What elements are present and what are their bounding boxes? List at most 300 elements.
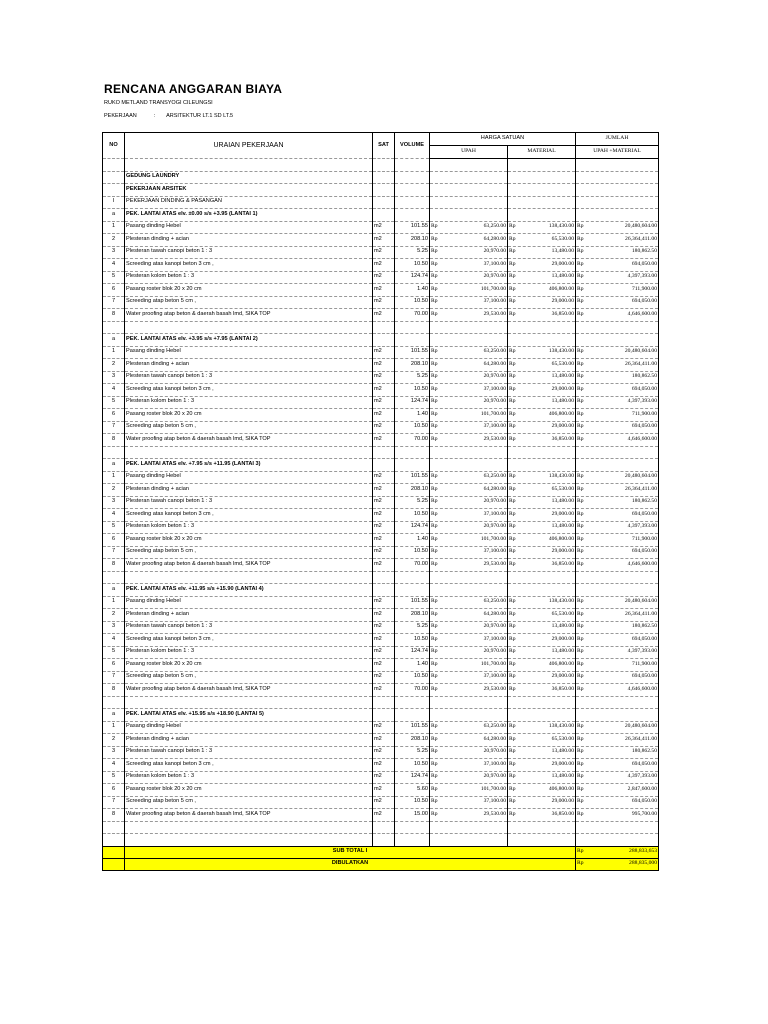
row-number: I: [103, 196, 125, 209]
empty-cell: [125, 834, 373, 847]
item-unit: m2: [373, 746, 395, 759]
item-jumlah-value: 4,397,393.00: [627, 648, 658, 655]
item-number: 1: [103, 721, 125, 734]
item-volume: 124.74: [395, 771, 430, 784]
item-number: 5: [103, 521, 125, 534]
item-upah-value: 20,970.00: [483, 748, 506, 755]
item-upah-value: 101,700.00: [480, 535, 506, 542]
col-upah-header: UPAH: [430, 146, 508, 159]
item-volume: 10.50: [395, 796, 430, 809]
table-row: [103, 771, 659, 784]
item-volume: 208.10: [395, 484, 430, 497]
currency-symbol: Rp: [577, 785, 584, 792]
item-number: 4: [103, 759, 125, 772]
item-upah-value: 29,530.00: [483, 560, 506, 567]
item-volume: 1.40: [395, 409, 430, 422]
item-upah-value: 63,250.00: [483, 723, 506, 730]
item-number: 2: [103, 234, 125, 247]
currency-symbol: Rp: [577, 410, 584, 417]
currency-symbol: Rp: [509, 773, 516, 780]
subtotal-row-amount-value: 288,833,653: [629, 848, 658, 855]
item-upah-value: 37,100.00: [483, 423, 506, 430]
item-number: 7: [103, 796, 125, 809]
item-upah: [430, 796, 508, 809]
empty-cell: [430, 184, 508, 197]
item-upah-value: 63,250.00: [483, 348, 506, 355]
empty-cell: [395, 171, 430, 184]
item-material: [508, 596, 576, 609]
item-jumlah-value: 4,397,393.00: [627, 523, 658, 530]
empty-cell: [430, 571, 508, 584]
item-material: [508, 346, 576, 359]
item-number: 2: [103, 734, 125, 747]
empty-cell: [395, 821, 430, 834]
spacer-row: [103, 446, 659, 459]
table-row: [103, 671, 659, 684]
item-upah: [430, 546, 508, 559]
item-material-value: 29,000.00: [551, 510, 575, 517]
item-jumlah: [576, 534, 659, 547]
item-description: Pasang roster blok 20 x 20 cm: [125, 659, 373, 672]
item-upah: [430, 246, 508, 259]
item-material: [508, 521, 576, 534]
subtotal-row-label: SUB TOTAL I: [125, 846, 576, 858]
currency-symbol: Rp: [509, 598, 516, 605]
item-upah: [430, 409, 508, 422]
item-volume: 10.50: [395, 671, 430, 684]
item-jumlah-value: 20,480,604.00: [624, 598, 658, 605]
item-jumlah: [576, 596, 659, 609]
item-number: 6: [103, 784, 125, 797]
item-volume: 101.55: [395, 346, 430, 359]
item-description: Water proofing atap beton & daerah basah lmd, SIKA TOP: [125, 559, 373, 572]
currency-symbol: Rp: [431, 648, 438, 655]
item-description: Plesteran dinding + acian: [125, 734, 373, 747]
item-upah-value: 20,970.00: [483, 623, 506, 630]
currency-symbol: Rp: [509, 410, 516, 417]
empty-cell: [430, 709, 508, 722]
table-row: [103, 734, 659, 747]
budget-table-body: [103, 133, 659, 871]
item-number: 8: [103, 434, 125, 447]
item-material-value: 29,000.00: [551, 760, 575, 767]
empty-cell: [508, 171, 576, 184]
currency-symbol: Rp: [431, 348, 438, 355]
table-row: [103, 221, 659, 234]
item-jumlah: [576, 634, 659, 647]
item-jumlah: [576, 359, 659, 372]
item-material-value: 13,480.00: [551, 523, 575, 530]
item-upah: [430, 234, 508, 247]
row-label: PEK. LANTAI ATAS elv. +11.95 s/s +15.90 (LANTAI 4): [125, 584, 373, 597]
table-row: [103, 409, 659, 422]
currency-symbol: Rp: [577, 798, 584, 805]
empty-cell: [103, 821, 125, 834]
currency-symbol: Rp: [509, 560, 516, 567]
currency-symbol: Rp: [577, 773, 584, 780]
empty-cell: [508, 459, 576, 472]
item-upah-value: 37,100.00: [483, 510, 506, 517]
col-no-header: NO: [103, 133, 125, 159]
item-jumlah: [576, 521, 659, 534]
empty-cell: [576, 184, 659, 197]
item-jumlah-value: 26,364,411.00: [625, 485, 658, 492]
currency-symbol: Rp: [577, 385, 584, 392]
table-row: [103, 759, 659, 772]
item-jumlah-value: 694,050.00: [631, 260, 658, 267]
item-volume: 208.10: [395, 359, 430, 372]
table-row: [103, 359, 659, 372]
item-upah: [430, 371, 508, 384]
empty-cell: [576, 696, 659, 709]
empty-cell: [430, 696, 508, 709]
table-row: [103, 246, 659, 259]
item-unit: m2: [373, 284, 395, 297]
item-jumlah: [576, 284, 659, 297]
item-unit: m2: [373, 246, 395, 259]
item-jumlah-value: 180,862.50: [631, 498, 658, 505]
item-jumlah: [576, 796, 659, 809]
empty-cell: [395, 459, 430, 472]
item-jumlah-value: 995,700.00: [631, 810, 658, 817]
item-jumlah: [576, 721, 659, 734]
item-upah-value: 101,700.00: [480, 410, 506, 417]
spacer-row: [103, 821, 659, 834]
currency-symbol: Rp: [577, 423, 584, 430]
item-description: Pasang roster blok 20 x 20 cm: [125, 409, 373, 422]
item-jumlah: [576, 271, 659, 284]
currency-symbol: Rp: [509, 623, 516, 630]
item-upah: [430, 646, 508, 659]
empty-cell: [576, 446, 659, 459]
currency-symbol: Rp: [509, 310, 516, 317]
item-jumlah-value: 26,364,411.00: [625, 235, 658, 242]
item-jumlah: [576, 734, 659, 747]
item-number: 2: [103, 359, 125, 372]
empty-cell: [373, 459, 395, 472]
currency-symbol: Rp: [509, 235, 516, 242]
table-row: [103, 284, 659, 297]
empty-cell: [430, 196, 508, 209]
item-jumlah-value: 26,364,411.00: [625, 610, 658, 617]
item-jumlah-value: 711,900.00: [632, 660, 658, 667]
item-description: Screeding atas kanopi beton 3 cm ,: [125, 384, 373, 397]
item-material-value: 138,430.00: [548, 348, 575, 355]
item-material: [508, 246, 576, 259]
item-upah: [430, 359, 508, 372]
table-row: [103, 384, 659, 397]
pekerjaan-value: ARSITEKTUR LT.1 SD LT.5: [166, 113, 234, 119]
currency-symbol: Rp: [431, 723, 438, 730]
item-volume: 124.74: [395, 646, 430, 659]
item-description: Plesteran tawah canopi beton 1 : 3: [125, 621, 373, 634]
empty-cell: [508, 196, 576, 209]
item-material: [508, 671, 576, 684]
item-jumlah-value: 711,900.00: [632, 535, 658, 542]
row-label: PEKERJAAN ARSITEK: [125, 184, 373, 197]
item-unit: m2: [373, 471, 395, 484]
item-jumlah-value: 694,050.00: [631, 635, 658, 642]
item-material-value: 13,480.00: [551, 248, 575, 255]
empty-cell: [395, 584, 430, 597]
item-volume: 5.25: [395, 496, 430, 509]
item-upah-value: 63,250.00: [483, 223, 506, 230]
item-upah: [430, 496, 508, 509]
currency-symbol: Rp: [509, 523, 516, 530]
currency-symbol: Rp: [577, 848, 584, 855]
row-label: PEK. LANTAI ATAS elv. +7.95 s/s +11.95 (LANTAI 3): [125, 459, 373, 472]
rounded-total-row-amount: [576, 858, 659, 870]
row-number: [103, 171, 125, 184]
item-unit: m2: [373, 734, 395, 747]
currency-symbol: Rp: [431, 673, 438, 680]
item-material: [508, 734, 576, 747]
item-description: Pasang roster blok 20 x 20 cm: [125, 534, 373, 547]
item-jumlah-value: 4,646,600.00: [627, 310, 658, 317]
table-row: [103, 659, 659, 672]
item-upah: [430, 809, 508, 822]
pekerjaan-label: PEKERJAAN: [104, 113, 137, 119]
item-number: 5: [103, 646, 125, 659]
table-row: [103, 259, 659, 272]
main-section-row: [103, 196, 659, 209]
currency-symbol: Rp: [431, 635, 438, 642]
item-description: Plesteran tawah canopi beton 1 : 3: [125, 371, 373, 384]
item-jumlah: [576, 621, 659, 634]
item-jumlah: [576, 671, 659, 684]
currency-symbol: Rp: [509, 473, 516, 480]
table-row: [103, 484, 659, 497]
empty-cell: [373, 709, 395, 722]
item-unit: m2: [373, 296, 395, 309]
currency-symbol: Rp: [577, 485, 584, 492]
empty-cell: [508, 321, 576, 334]
item-material-value: 138,430.00: [548, 223, 575, 230]
row-number: a: [103, 584, 125, 597]
empty-cell: [103, 858, 125, 870]
item-description: Screeding atas kanopi beton 3 cm ,: [125, 259, 373, 272]
currency-symbol: Rp: [431, 285, 438, 292]
empty-cell: [103, 834, 125, 847]
floor-section-row: [103, 334, 659, 347]
table-row: [103, 634, 659, 647]
group-subtitle-row: [103, 184, 659, 197]
currency-symbol: Rp: [577, 635, 584, 642]
table-row: [103, 721, 659, 734]
col-harga-satuan-header: HARGA SATUAN: [430, 133, 576, 146]
currency-symbol: Rp: [509, 735, 516, 742]
item-unit: m2: [373, 784, 395, 797]
table-row: [103, 684, 659, 697]
item-jumlah: [576, 234, 659, 247]
item-volume: 5.60: [395, 784, 430, 797]
item-material-value: 138,430.00: [548, 473, 575, 480]
item-upah: [430, 259, 508, 272]
empty-cell: [576, 709, 659, 722]
item-upah-value: 101,700.00: [480, 285, 506, 292]
item-unit: m2: [373, 521, 395, 534]
item-description: Plesteran tawah canopi beton 1 : 3: [125, 496, 373, 509]
currency-symbol: Rp: [509, 548, 516, 555]
currency-symbol: Rp: [431, 385, 438, 392]
empty-cell: [125, 446, 373, 459]
empty-cell: [576, 834, 659, 847]
item-jumlah-value: 20,480,604.00: [624, 348, 658, 355]
item-material-value: 29,000.00: [551, 673, 575, 680]
currency-symbol: Rp: [431, 235, 438, 242]
table-row: [103, 396, 659, 409]
item-volume: 1.40: [395, 284, 430, 297]
item-upah-value: 37,100.00: [483, 548, 506, 555]
item-unit: m2: [373, 771, 395, 784]
floor-section-row: [103, 209, 659, 222]
empty-cell: [430, 209, 508, 222]
currency-symbol: Rp: [577, 223, 584, 230]
item-jumlah-value: 180,862.50: [631, 623, 658, 630]
currency-symbol: Rp: [509, 435, 516, 442]
item-material: [508, 259, 576, 272]
empty-cell: [125, 696, 373, 709]
currency-symbol: Rp: [577, 398, 584, 405]
currency-symbol: Rp: [577, 373, 584, 380]
currency-symbol: Rp: [509, 810, 516, 817]
item-material-value: 65,530.00: [551, 360, 575, 367]
row-label: PEK. LANTAI ATAS elv. +3.95 s/s +7.95 (LANTAI 2): [125, 334, 373, 347]
empty-cell: [373, 446, 395, 459]
empty-cell: [430, 171, 508, 184]
currency-symbol: Rp: [431, 310, 438, 317]
item-number: 8: [103, 559, 125, 572]
item-description: Screeding atap beton 5 cm ,: [125, 421, 373, 434]
item-upah: [430, 434, 508, 447]
document-title: RENCANA ANGGARAN BIAYA: [104, 82, 283, 96]
currency-symbol: Rp: [431, 248, 438, 255]
table-row: [103, 234, 659, 247]
item-upah-value: 29,530.00: [483, 435, 506, 442]
item-upah-value: 37,100.00: [483, 635, 506, 642]
table-row: [103, 746, 659, 759]
item-material: [508, 559, 576, 572]
item-material: [508, 309, 576, 322]
item-volume: 1.40: [395, 534, 430, 547]
item-number: 3: [103, 621, 125, 634]
item-volume: 15.00: [395, 809, 430, 822]
item-volume: 208.10: [395, 234, 430, 247]
floor-section-row: [103, 584, 659, 597]
currency-symbol: Rp: [509, 348, 516, 355]
col-volume-header: VOLUME: [395, 133, 430, 159]
currency-symbol: Rp: [431, 498, 438, 505]
currency-symbol: Rp: [509, 273, 516, 280]
item-material-value: 406,800.00: [548, 535, 575, 542]
item-material-value: 13,480.00: [551, 373, 575, 380]
item-upah: [430, 671, 508, 684]
currency-symbol: Rp: [509, 373, 516, 380]
floor-section-row: [103, 459, 659, 472]
item-jumlah: [576, 384, 659, 397]
item-material: [508, 359, 576, 372]
table-row: [103, 534, 659, 547]
item-jumlah-value: 4,397,393.00: [627, 773, 658, 780]
empty-cell: [430, 321, 508, 334]
item-material-value: 29,000.00: [551, 423, 575, 430]
item-jumlah: [576, 659, 659, 672]
item-volume: 1.40: [395, 659, 430, 672]
item-upah-value: 64,280.00: [483, 485, 506, 492]
empty-cell: [373, 171, 395, 184]
item-unit: m2: [373, 759, 395, 772]
item-upah: [430, 609, 508, 622]
empty-cell: [508, 834, 576, 847]
item-unit: m2: [373, 434, 395, 447]
item-material: [508, 634, 576, 647]
item-description: Plesteran dinding + acian: [125, 609, 373, 622]
currency-symbol: Rp: [509, 223, 516, 230]
currency-symbol: Rp: [431, 773, 438, 780]
item-material: [508, 746, 576, 759]
currency-symbol: Rp: [509, 385, 516, 392]
spacer-row: [103, 571, 659, 584]
item-unit: m2: [373, 809, 395, 822]
row-number: a: [103, 459, 125, 472]
item-description: Pasang roster blok 20 x 20 cm: [125, 784, 373, 797]
currency-symbol: Rp: [431, 760, 438, 767]
item-jumlah: [576, 684, 659, 697]
item-upah: [430, 484, 508, 497]
item-description: Pasang dinding Hebel: [125, 346, 373, 359]
item-number: 6: [103, 659, 125, 672]
item-material-value: 29,000.00: [551, 635, 575, 642]
pekerjaan-line: [104, 113, 233, 119]
item-volume: 208.10: [395, 734, 430, 747]
spacer-row: [103, 321, 659, 334]
currency-symbol: Rp: [431, 535, 438, 542]
empty-cell: [576, 571, 659, 584]
item-jumlah: [576, 221, 659, 234]
item-jumlah-value: 4,646,600.00: [627, 685, 658, 692]
item-jumlah: [576, 509, 659, 522]
currency-symbol: Rp: [431, 810, 438, 817]
item-description: Screeding atap beton 5 cm ,: [125, 296, 373, 309]
currency-symbol: Rp: [509, 785, 516, 792]
currency-symbol: Rp: [509, 260, 516, 267]
item-material-value: 36,850.00: [551, 310, 575, 317]
empty-cell: [395, 696, 430, 709]
item-unit: m2: [373, 659, 395, 672]
item-material-value: 13,480.00: [551, 648, 575, 655]
item-upah-value: 63,250.00: [483, 473, 506, 480]
item-material: [508, 796, 576, 809]
item-jumlah: [576, 296, 659, 309]
item-number: 6: [103, 534, 125, 547]
empty-cell: [373, 584, 395, 597]
table-row: [103, 434, 659, 447]
item-unit: m2: [373, 234, 395, 247]
item-upah-value: 29,530.00: [483, 685, 506, 692]
item-jumlah-value: 711,900.00: [632, 410, 658, 417]
item-material-value: 13,480.00: [551, 773, 575, 780]
empty-cell: [508, 159, 576, 172]
item-material: [508, 684, 576, 697]
item-material-value: 65,530.00: [551, 735, 575, 742]
item-description: Screeding atap beton 5 cm ,: [125, 671, 373, 684]
item-description: Screeding atas kanopi beton 3 cm ,: [125, 634, 373, 647]
item-jumlah: [576, 259, 659, 272]
table-row: [103, 471, 659, 484]
item-jumlah-value: 20,480,604.00: [624, 223, 658, 230]
item-material: [508, 659, 576, 672]
item-description: Screeding atap beton 5 cm ,: [125, 546, 373, 559]
